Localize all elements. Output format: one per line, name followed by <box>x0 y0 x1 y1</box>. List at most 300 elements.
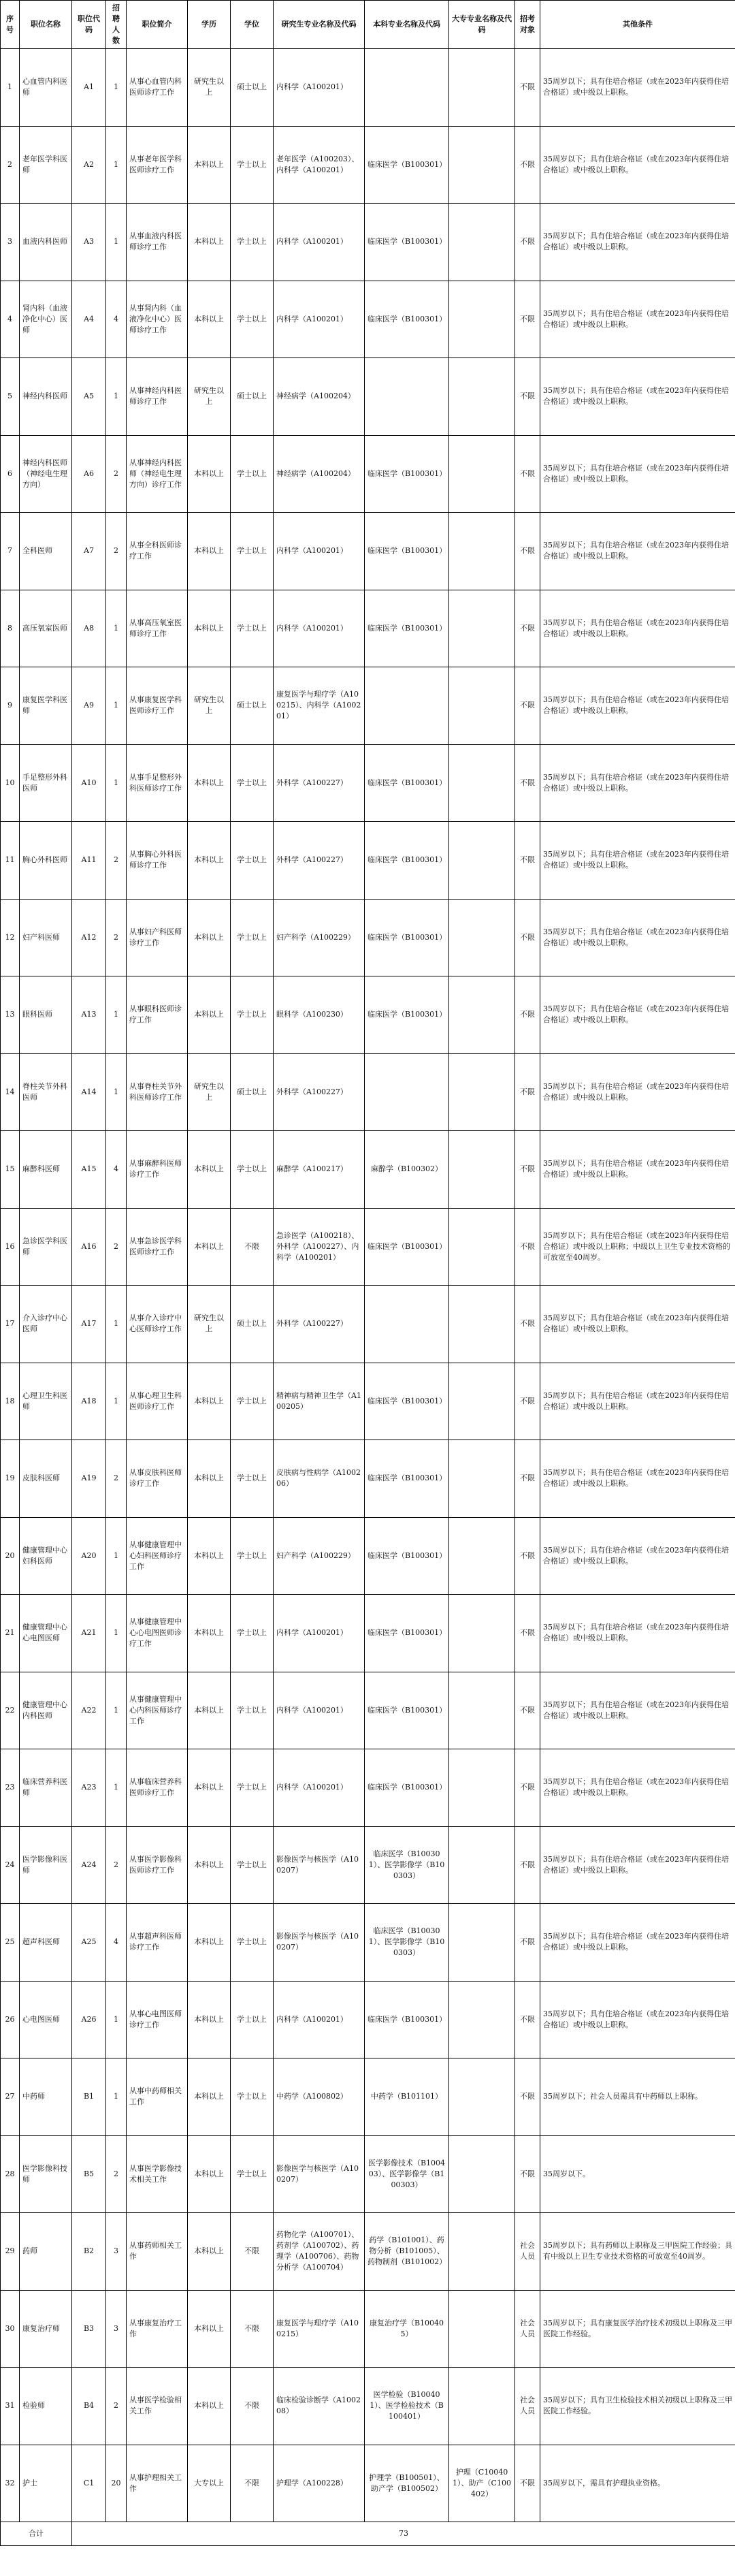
cell-position-name: 药师 <box>20 2213 72 2291</box>
cell-undergrad-major: 临床医学（B100301）、医学影像学（B100303） <box>365 1826 449 1904</box>
cell-other-conditions: 35周岁以下；具有住培合格证（或在2023年内获得住培合格证）或中级以上职称。 <box>540 1440 735 1518</box>
cell-position-name: 中药师 <box>20 2058 72 2136</box>
total-label: 合计 <box>1 2522 72 2546</box>
cell-graduate-major: 康复医学与理疗学（A100215）、内科学（A100201） <box>274 667 365 745</box>
cell-graduate-major: 外科学（A100227） <box>274 1053 365 1131</box>
cell-other-conditions: 35周岁以下；具有住培合格证（或在2023年内获得住培合格证）或中级以上职称。 <box>540 281 735 358</box>
cell-serial: 9 <box>1 667 20 745</box>
cell-description: 从事护理相关工作 <box>127 2445 188 2522</box>
cell-description: 从事老年医学科医师诊疗工作 <box>127 126 188 204</box>
cell-undergrad-major: 临床医学（B100301） <box>365 744 449 822</box>
cell-target: 不限 <box>515 667 540 745</box>
cell-position-name: 超声科医师 <box>20 1904 72 1982</box>
cell-description: 从事肾内科（血液净化中心）医师诊疗工作 <box>127 281 188 358</box>
cell-position-code: A17 <box>72 1286 106 1363</box>
cell-education: 本科以上 <box>188 1363 231 1440</box>
cell-college-major <box>449 204 515 281</box>
table-row <box>1 822 735 900</box>
cell-target: 不限 <box>515 49 540 127</box>
cell-education: 本科以上 <box>188 2213 231 2291</box>
cell-serial: 31 <box>1 2368 20 2445</box>
table-row <box>1 899 735 976</box>
cell-college-major <box>449 667 515 745</box>
cell-target: 不限 <box>515 590 540 667</box>
cell-position-code: A18 <box>72 1363 106 1440</box>
cell-graduate-major: 康复医学与理疗学（A100215） <box>274 2290 365 2368</box>
cell-degree: 学士以上 <box>231 2135 274 2213</box>
cell-other-conditions: 35周岁以下；具有住培合格证（或在2023年内获得住培合格证）或中级以上职称。 <box>540 1286 735 1363</box>
header-row <box>1 1 735 49</box>
cell-hire-count: 1 <box>106 1053 127 1131</box>
cell-hire-count: 4 <box>106 1131 127 1209</box>
cell-other-conditions: 35周岁以下；具有住培合格证（或在2023年内获得住培合格证）或中级以上职称。 <box>540 1053 735 1131</box>
cell-hire-count: 1 <box>106 1981 127 2058</box>
cell-serial: 1 <box>1 49 20 127</box>
cell-other-conditions: 35周岁以下，需具有护理执业资格。 <box>540 2445 735 2522</box>
cell-education: 研究生以上 <box>188 49 231 127</box>
cell-target: 不限 <box>515 358 540 436</box>
cell-graduate-major: 临床检验诊断学（A100208） <box>274 2368 365 2445</box>
cell-position-name: 眼科医师 <box>20 976 72 1054</box>
cell-description: 从事康复医学科医师诊疗工作 <box>127 667 188 745</box>
header-cell: 职位代码 <box>72 1 106 49</box>
cell-degree: 学士以上 <box>231 281 274 358</box>
cell-position-code: A19 <box>72 1440 106 1518</box>
total-row <box>1 2522 735 2546</box>
cell-hire-count: 1 <box>106 204 127 281</box>
cell-education: 研究生以上 <box>188 358 231 436</box>
cell-education: 大专以上 <box>188 2445 231 2522</box>
cell-undergrad-major: 麻醉学（B100302） <box>365 1131 449 1209</box>
table-row <box>1 1131 735 1209</box>
cell-education: 本科以上 <box>188 1904 231 1982</box>
cell-education: 本科以上 <box>188 1749 231 1827</box>
cell-target: 不限 <box>515 976 540 1054</box>
cell-position-code: A14 <box>72 1053 106 1131</box>
cell-serial: 11 <box>1 822 20 900</box>
cell-other-conditions: 35周岁以下；具有住培合格证（或在2023年内获得住培合格证）或中级以上职称。 <box>540 1672 735 1749</box>
cell-target: 不限 <box>515 1440 540 1518</box>
cell-hire-count: 2 <box>106 1440 127 1518</box>
cell-degree: 学士以上 <box>231 1904 274 1982</box>
cell-education: 本科以上 <box>188 2135 231 2213</box>
cell-hire-count: 1 <box>106 126 127 204</box>
cell-target: 不限 <box>515 1595 540 1672</box>
cell-college-major <box>449 1131 515 1209</box>
cell-target: 不限 <box>515 2058 540 2136</box>
cell-position-name: 全科医师 <box>20 513 72 590</box>
cell-position-name: 心血管内科医师 <box>20 49 72 127</box>
cell-position-code: A2 <box>72 126 106 204</box>
cell-hire-count: 2 <box>106 1208 127 1286</box>
cell-position-name: 心电图医师 <box>20 1981 72 2058</box>
cell-hire-count: 1 <box>106 976 127 1054</box>
cell-description: 从事中药师相关工作 <box>127 2058 188 2136</box>
cell-college-major <box>449 358 515 436</box>
table-row <box>1 1672 735 1749</box>
cell-description: 从事心电图医师诊疗工作 <box>127 1981 188 2058</box>
cell-serial: 14 <box>1 1053 20 1131</box>
cell-graduate-major: 外科学（A100227） <box>274 744 365 822</box>
cell-graduate-major: 神经病学（A100204） <box>274 435 365 513</box>
cell-education: 本科以上 <box>188 1981 231 2058</box>
cell-description: 从事药师相关工作 <box>127 2213 188 2291</box>
header-cell: 招聘人数 <box>106 1 127 49</box>
cell-education: 本科以上 <box>188 899 231 976</box>
cell-position-name: 肾内科（血液净化中心）医师 <box>20 281 72 358</box>
cell-undergrad-major: 中药学（B101101） <box>365 2058 449 2136</box>
cell-other-conditions: 35周岁以下；具有住培合格证（或在2023年内获得住培合格证）或中级以上职称。 <box>540 435 735 513</box>
cell-serial: 22 <box>1 1672 20 1749</box>
table-row <box>1 744 735 822</box>
cell-graduate-major: 急诊医学（A100218）、外科学（A100227）、内科学（A100201） <box>274 1208 365 1286</box>
cell-other-conditions: 35周岁以下；具有住培合格证（或在2023年内获得住培合格证）或中级以上职称。 <box>540 899 735 976</box>
cell-undergrad-major: 临床医学（B100301）、医学影像学（B100303） <box>365 1904 449 1982</box>
cell-hire-count: 1 <box>106 1595 127 1672</box>
cell-education: 本科以上 <box>188 1517 231 1595</box>
cell-position-code: B2 <box>72 2213 106 2291</box>
cell-undergrad-major: 临床医学（B100301） <box>365 1440 449 1518</box>
cell-description: 从事脊柱关节外科医师诊疗工作 <box>127 1053 188 1131</box>
cell-target: 不限 <box>515 1363 540 1440</box>
cell-graduate-major: 内科学（A100201） <box>274 590 365 667</box>
table-row <box>1 1286 735 1363</box>
cell-other-conditions: 35周岁以下；具有住培合格证（或在2023年内获得住培合格证）或中级以上职称。 <box>540 1131 735 1209</box>
cell-degree: 学士以上 <box>231 1826 274 1904</box>
cell-college-major <box>449 744 515 822</box>
cell-college-major <box>449 2290 515 2368</box>
cell-position-name: 介入诊疗中心医师 <box>20 1286 72 1363</box>
cell-degree: 学士以上 <box>231 1595 274 1672</box>
header-cell: 学历 <box>188 1 231 49</box>
table-row <box>1 435 735 513</box>
cell-degree: 学士以上 <box>231 1517 274 1595</box>
cell-position-code: B5 <box>72 2135 106 2213</box>
cell-other-conditions: 35周岁以下；具有康复医学治疗技术初级以上职称及三甲医院工作经验。 <box>540 2290 735 2368</box>
cell-serial: 27 <box>1 2058 20 2136</box>
cell-description: 从事介入诊疗中心医师诊疗工作 <box>127 1286 188 1363</box>
cell-description: 从事麻醉科医师诊疗工作 <box>127 1131 188 1209</box>
cell-hire-count: 1 <box>106 590 127 667</box>
cell-education: 本科以上 <box>188 744 231 822</box>
cell-hire-count: 1 <box>106 744 127 822</box>
cell-degree: 硕士以上 <box>231 358 274 436</box>
cell-serial: 17 <box>1 1286 20 1363</box>
cell-graduate-major: 皮肤病与性病学（A100206） <box>274 1440 365 1518</box>
cell-position-name: 康复治疗师 <box>20 2290 72 2368</box>
cell-position-code: B4 <box>72 2368 106 2445</box>
cell-serial: 7 <box>1 513 20 590</box>
cell-target: 不限 <box>515 1208 540 1286</box>
cell-description: 从事手足整形外科医师诊疗工作 <box>127 744 188 822</box>
cell-other-conditions: 35周岁以下；具有住培合格证（或在2023年内获得住培合格证）或中级以上职称。 <box>540 126 735 204</box>
cell-position-name: 健康管理中心内科医师 <box>20 1672 72 1749</box>
cell-degree: 学士以上 <box>231 1363 274 1440</box>
cell-position-code: A20 <box>72 1517 106 1595</box>
table-row <box>1 358 735 436</box>
cell-target: 不限 <box>515 822 540 900</box>
cell-graduate-major: 影像医学与核医学（A100207） <box>274 2135 365 2213</box>
cell-position-code: A9 <box>72 667 106 745</box>
cell-other-conditions: 35周岁以下；具有住培合格证（或在2023年内获得住培合格证）或中级以上职称。 <box>540 204 735 281</box>
table-row <box>1 976 735 1054</box>
cell-other-conditions: 35周岁以下；具有住培合格证（或在2023年内获得住培合格证）或中级以上职称。 <box>540 667 735 745</box>
header-cell: 职位简介 <box>127 1 188 49</box>
cell-education: 本科以上 <box>188 281 231 358</box>
cell-serial: 6 <box>1 435 20 513</box>
cell-other-conditions: 35周岁以下；具有住培合格证（或在2023年内获得住培合格证）或中级以上职称。 <box>540 822 735 900</box>
cell-degree: 硕士以上 <box>231 1053 274 1131</box>
cell-position-code: A16 <box>72 1208 106 1286</box>
cell-college-major <box>449 1595 515 1672</box>
cell-college-major <box>449 1749 515 1827</box>
cell-hire-count: 3 <box>106 2290 127 2368</box>
cell-college-major <box>449 1981 515 2058</box>
cell-position-code: A25 <box>72 1904 106 1982</box>
cell-education: 本科以上 <box>188 1672 231 1749</box>
cell-hire-count: 2 <box>106 899 127 976</box>
cell-hire-count: 4 <box>106 281 127 358</box>
cell-hire-count: 1 <box>106 1672 127 1749</box>
cell-target: 不限 <box>515 1131 540 1209</box>
cell-other-conditions: 35周岁以下；具有住培合格证（或在2023年内获得住培合格证）或中级以上职称；中级以上卫生专业技术资格的可放宽至40周岁。 <box>540 1208 735 1286</box>
cell-education: 本科以上 <box>188 1595 231 1672</box>
cell-hire-count: 2 <box>106 435 127 513</box>
cell-degree: 学士以上 <box>231 1440 274 1518</box>
cell-undergrad-major: 临床医学（B100301） <box>365 126 449 204</box>
cell-college-major <box>449 281 515 358</box>
cell-target: 不限 <box>515 126 540 204</box>
cell-undergrad-major: 康复治疗学（B100405） <box>365 2290 449 2368</box>
cell-graduate-major: 内科学（A100201） <box>274 204 365 281</box>
cell-degree: 硕士以上 <box>231 1286 274 1363</box>
cell-college-major <box>449 2368 515 2445</box>
cell-undergrad-major: 临床医学（B100301） <box>365 822 449 900</box>
cell-education: 本科以上 <box>188 822 231 900</box>
table-body <box>1 49 735 2522</box>
cell-undergrad-major: 临床医学（B100301） <box>365 513 449 590</box>
cell-position-code: A12 <box>72 899 106 976</box>
cell-hire-count: 3 <box>106 2213 127 2291</box>
cell-graduate-major: 药物化学（A100701）、药剂学（A100702）、药理学（A100706）、药物分析学（A100704） <box>274 2213 365 2291</box>
table-row <box>1 2290 735 2368</box>
cell-target: 不限 <box>515 1904 540 1982</box>
cell-degree: 学士以上 <box>231 2058 274 2136</box>
cell-target: 不限 <box>515 899 540 976</box>
cell-hire-count: 1 <box>106 1286 127 1363</box>
cell-position-name: 手足整形外科医师 <box>20 744 72 822</box>
cell-position-code: B3 <box>72 2290 106 2368</box>
cell-position-code: A7 <box>72 513 106 590</box>
cell-degree: 学士以上 <box>231 1749 274 1827</box>
cell-college-major <box>449 1053 515 1131</box>
cell-position-name: 急诊医学科医师 <box>20 1208 72 1286</box>
cell-position-name: 护士 <box>20 2445 72 2522</box>
cell-position-name: 妇产科医师 <box>20 899 72 976</box>
cell-serial: 30 <box>1 2290 20 2368</box>
cell-undergrad-major: 临床医学（B100301） <box>365 1981 449 2058</box>
cell-education: 本科以上 <box>188 1208 231 1286</box>
cell-other-conditions: 35周岁以下；具有住培合格证（或在2023年内获得住培合格证）或中级以上职称。 <box>540 513 735 590</box>
cell-serial: 15 <box>1 1131 20 1209</box>
cell-undergrad-major <box>365 358 449 436</box>
cell-position-code: A6 <box>72 435 106 513</box>
cell-education: 本科以上 <box>188 126 231 204</box>
cell-college-major <box>449 1440 515 1518</box>
cell-description: 从事神经内科医师诊疗工作 <box>127 358 188 436</box>
cell-graduate-major: 内科学（A100201） <box>274 1672 365 1749</box>
cell-college-major <box>449 435 515 513</box>
cell-undergrad-major: 临床医学（B100301） <box>365 1363 449 1440</box>
table-row <box>1 1826 735 1904</box>
cell-degree: 硕士以上 <box>231 49 274 127</box>
table-row <box>1 1981 735 2058</box>
cell-description: 从事全科医师诊疗工作 <box>127 513 188 590</box>
cell-serial: 25 <box>1 1904 20 1982</box>
cell-education: 本科以上 <box>188 976 231 1054</box>
cell-education: 本科以上 <box>188 435 231 513</box>
cell-target: 不限 <box>515 1749 540 1827</box>
cell-college-major <box>449 899 515 976</box>
cell-description: 从事皮肤科医师诊疗工作 <box>127 1440 188 1518</box>
table-row <box>1 1517 735 1595</box>
cell-position-name: 检验师 <box>20 2368 72 2445</box>
cell-position-name: 康复医学科医师 <box>20 667 72 745</box>
cell-position-name: 医学影像科医师 <box>20 1826 72 1904</box>
cell-undergrad-major: 医学检验（B100401）、医学检验技术（B100401） <box>365 2368 449 2445</box>
cell-graduate-major: 外科学（A100227） <box>274 1286 365 1363</box>
cell-position-code: B1 <box>72 2058 106 2136</box>
cell-position-code: A5 <box>72 358 106 436</box>
cell-position-name: 医学影像科技师 <box>20 2135 72 2213</box>
cell-degree: 学士以上 <box>231 513 274 590</box>
cell-other-conditions: 35周岁以下；具有住培合格证（或在2023年内获得住培合格证）或中级以上职称。 <box>540 590 735 667</box>
cell-college-major <box>449 2135 515 2213</box>
cell-position-code: A13 <box>72 976 106 1054</box>
cell-graduate-major: 妇产科学（A100229） <box>274 1517 365 1595</box>
cell-target: 不限 <box>515 281 540 358</box>
cell-position-code: A15 <box>72 1131 106 1209</box>
table-row <box>1 1363 735 1440</box>
cell-degree: 学士以上 <box>231 204 274 281</box>
cell-position-code: A10 <box>72 744 106 822</box>
cell-target: 不限 <box>515 744 540 822</box>
cell-undergrad-major: 临床医学（B100301） <box>365 976 449 1054</box>
cell-degree: 学士以上 <box>231 822 274 900</box>
cell-description: 从事神经内科医师（神经电生理方向）诊疗工作 <box>127 435 188 513</box>
cell-position-code: A4 <box>72 281 106 358</box>
cell-position-name: 皮肤科医师 <box>20 1440 72 1518</box>
table-row <box>1 667 735 745</box>
cell-other-conditions: 35周岁以下；具有住培合格证（或在2023年内获得住培合格证）或中级以上职称。 <box>540 49 735 127</box>
cell-college-major <box>449 1286 515 1363</box>
cell-other-conditions: 35周岁以下；具有住培合格证（或在2023年内获得住培合格证）或中级以上职称。 <box>540 1826 735 1904</box>
cell-description: 从事心理卫生科医师诊疗工作 <box>127 1363 188 1440</box>
cell-position-code: A24 <box>72 1826 106 1904</box>
cell-serial: 5 <box>1 358 20 436</box>
cell-other-conditions: 35周岁以下；具有住培合格证（或在2023年内获得住培合格证）或中级以上职称。 <box>540 358 735 436</box>
cell-target: 不限 <box>515 513 540 590</box>
cell-education: 本科以上 <box>188 1440 231 1518</box>
cell-degree: 学士以上 <box>231 590 274 667</box>
cell-other-conditions: 35周岁以下；具有住培合格证（或在2023年内获得住培合格证）或中级以上职称。 <box>540 1363 735 1440</box>
cell-college-major <box>449 513 515 590</box>
header-cell: 招考对象 <box>515 1 540 49</box>
header-cell: 大专专业名称及代码 <box>449 1 515 49</box>
cell-graduate-major: 外科学（A100227） <box>274 822 365 900</box>
cell-education: 本科以上 <box>188 1826 231 1904</box>
cell-degree: 不限 <box>231 1208 274 1286</box>
cell-other-conditions: 35周岁以下。 <box>540 2135 735 2213</box>
cell-serial: 12 <box>1 899 20 976</box>
cell-description: 从事血液内科医师诊疗工作 <box>127 204 188 281</box>
cell-description: 从事妇产科医师诊疗工作 <box>127 899 188 976</box>
cell-target: 社会人员 <box>515 2290 540 2368</box>
cell-hire-count: 2 <box>106 1826 127 1904</box>
cell-serial: 18 <box>1 1363 20 1440</box>
cell-serial: 2 <box>1 126 20 204</box>
cell-education: 研究生以上 <box>188 1286 231 1363</box>
cell-graduate-major: 影像医学与核医学（A100207） <box>274 1826 365 1904</box>
cell-serial: 23 <box>1 1749 20 1827</box>
cell-graduate-major: 内科学（A100201） <box>274 1749 365 1827</box>
cell-college-major <box>449 1517 515 1595</box>
cell-college-major <box>449 2058 515 2136</box>
cell-degree: 学士以上 <box>231 1981 274 2058</box>
header-cell: 学位 <box>231 1 274 49</box>
cell-target: 社会人员 <box>515 2213 540 2291</box>
cell-undergrad-major: 临床医学（B100301） <box>365 1672 449 1749</box>
cell-serial: 24 <box>1 1826 20 1904</box>
cell-undergrad-major: 临床医学（B100301） <box>365 435 449 513</box>
header-cell: 本科专业名称及代码 <box>365 1 449 49</box>
cell-position-name: 心理卫生科医师 <box>20 1363 72 1440</box>
cell-graduate-major: 影像医学与核医学（A100207） <box>274 1904 365 1982</box>
table-row <box>1 281 735 358</box>
cell-description: 从事医学检验相关工作 <box>127 2368 188 2445</box>
cell-undergrad-major: 临床医学（B100301） <box>365 1517 449 1595</box>
cell-position-code: A3 <box>72 204 106 281</box>
cell-other-conditions: 35周岁以下；具有住培合格证（或在2023年内获得住培合格证）或中级以上职称。 <box>540 1749 735 1827</box>
cell-description: 从事急诊医学科医师诊疗工作 <box>127 1208 188 1286</box>
cell-serial: 16 <box>1 1208 20 1286</box>
cell-graduate-major: 精神病与精神卫生学（A100205） <box>274 1363 365 1440</box>
cell-graduate-major: 内科学（A100201） <box>274 1595 365 1672</box>
cell-education: 本科以上 <box>188 2368 231 2445</box>
cell-description: 从事医学影像科医师诊疗工作 <box>127 1826 188 1904</box>
cell-education: 本科以上 <box>188 590 231 667</box>
header-cell: 研究生专业名称及代码 <box>274 1 365 49</box>
cell-college-major: 护理（C100401）、助产（C100402） <box>449 2445 515 2522</box>
cell-description: 从事康复治疗工作 <box>127 2290 188 2368</box>
cell-target: 不限 <box>515 1981 540 2058</box>
cell-other-conditions: 35周岁以下；具有住培合格证（或在2023年内获得住培合格证）或中级以上职称。 <box>540 1595 735 1672</box>
cell-undergrad-major: 医学影像技术（B100403）、医学影像学（B100303） <box>365 2135 449 2213</box>
cell-college-major <box>449 1904 515 1982</box>
cell-position-code: A23 <box>72 1749 106 1827</box>
table-row <box>1 2135 735 2213</box>
table-row <box>1 1053 735 1131</box>
table-row <box>1 2445 735 2522</box>
cell-undergrad-major: 药学（B101001）、药物分析（B101005）、药物制剂（B101002） <box>365 2213 449 2291</box>
cell-graduate-major: 眼科学（A100230） <box>274 976 365 1054</box>
cell-education: 本科以上 <box>188 2058 231 2136</box>
cell-description: 从事健康管理中心妇科医师诊疗工作 <box>127 1517 188 1595</box>
cell-position-name: 脊柱关节外科医师 <box>20 1053 72 1131</box>
cell-undergrad-major: 临床医学（B100301） <box>365 1749 449 1827</box>
cell-description: 从事医学影像技术相关工作 <box>127 2135 188 2213</box>
cell-serial: 28 <box>1 2135 20 2213</box>
